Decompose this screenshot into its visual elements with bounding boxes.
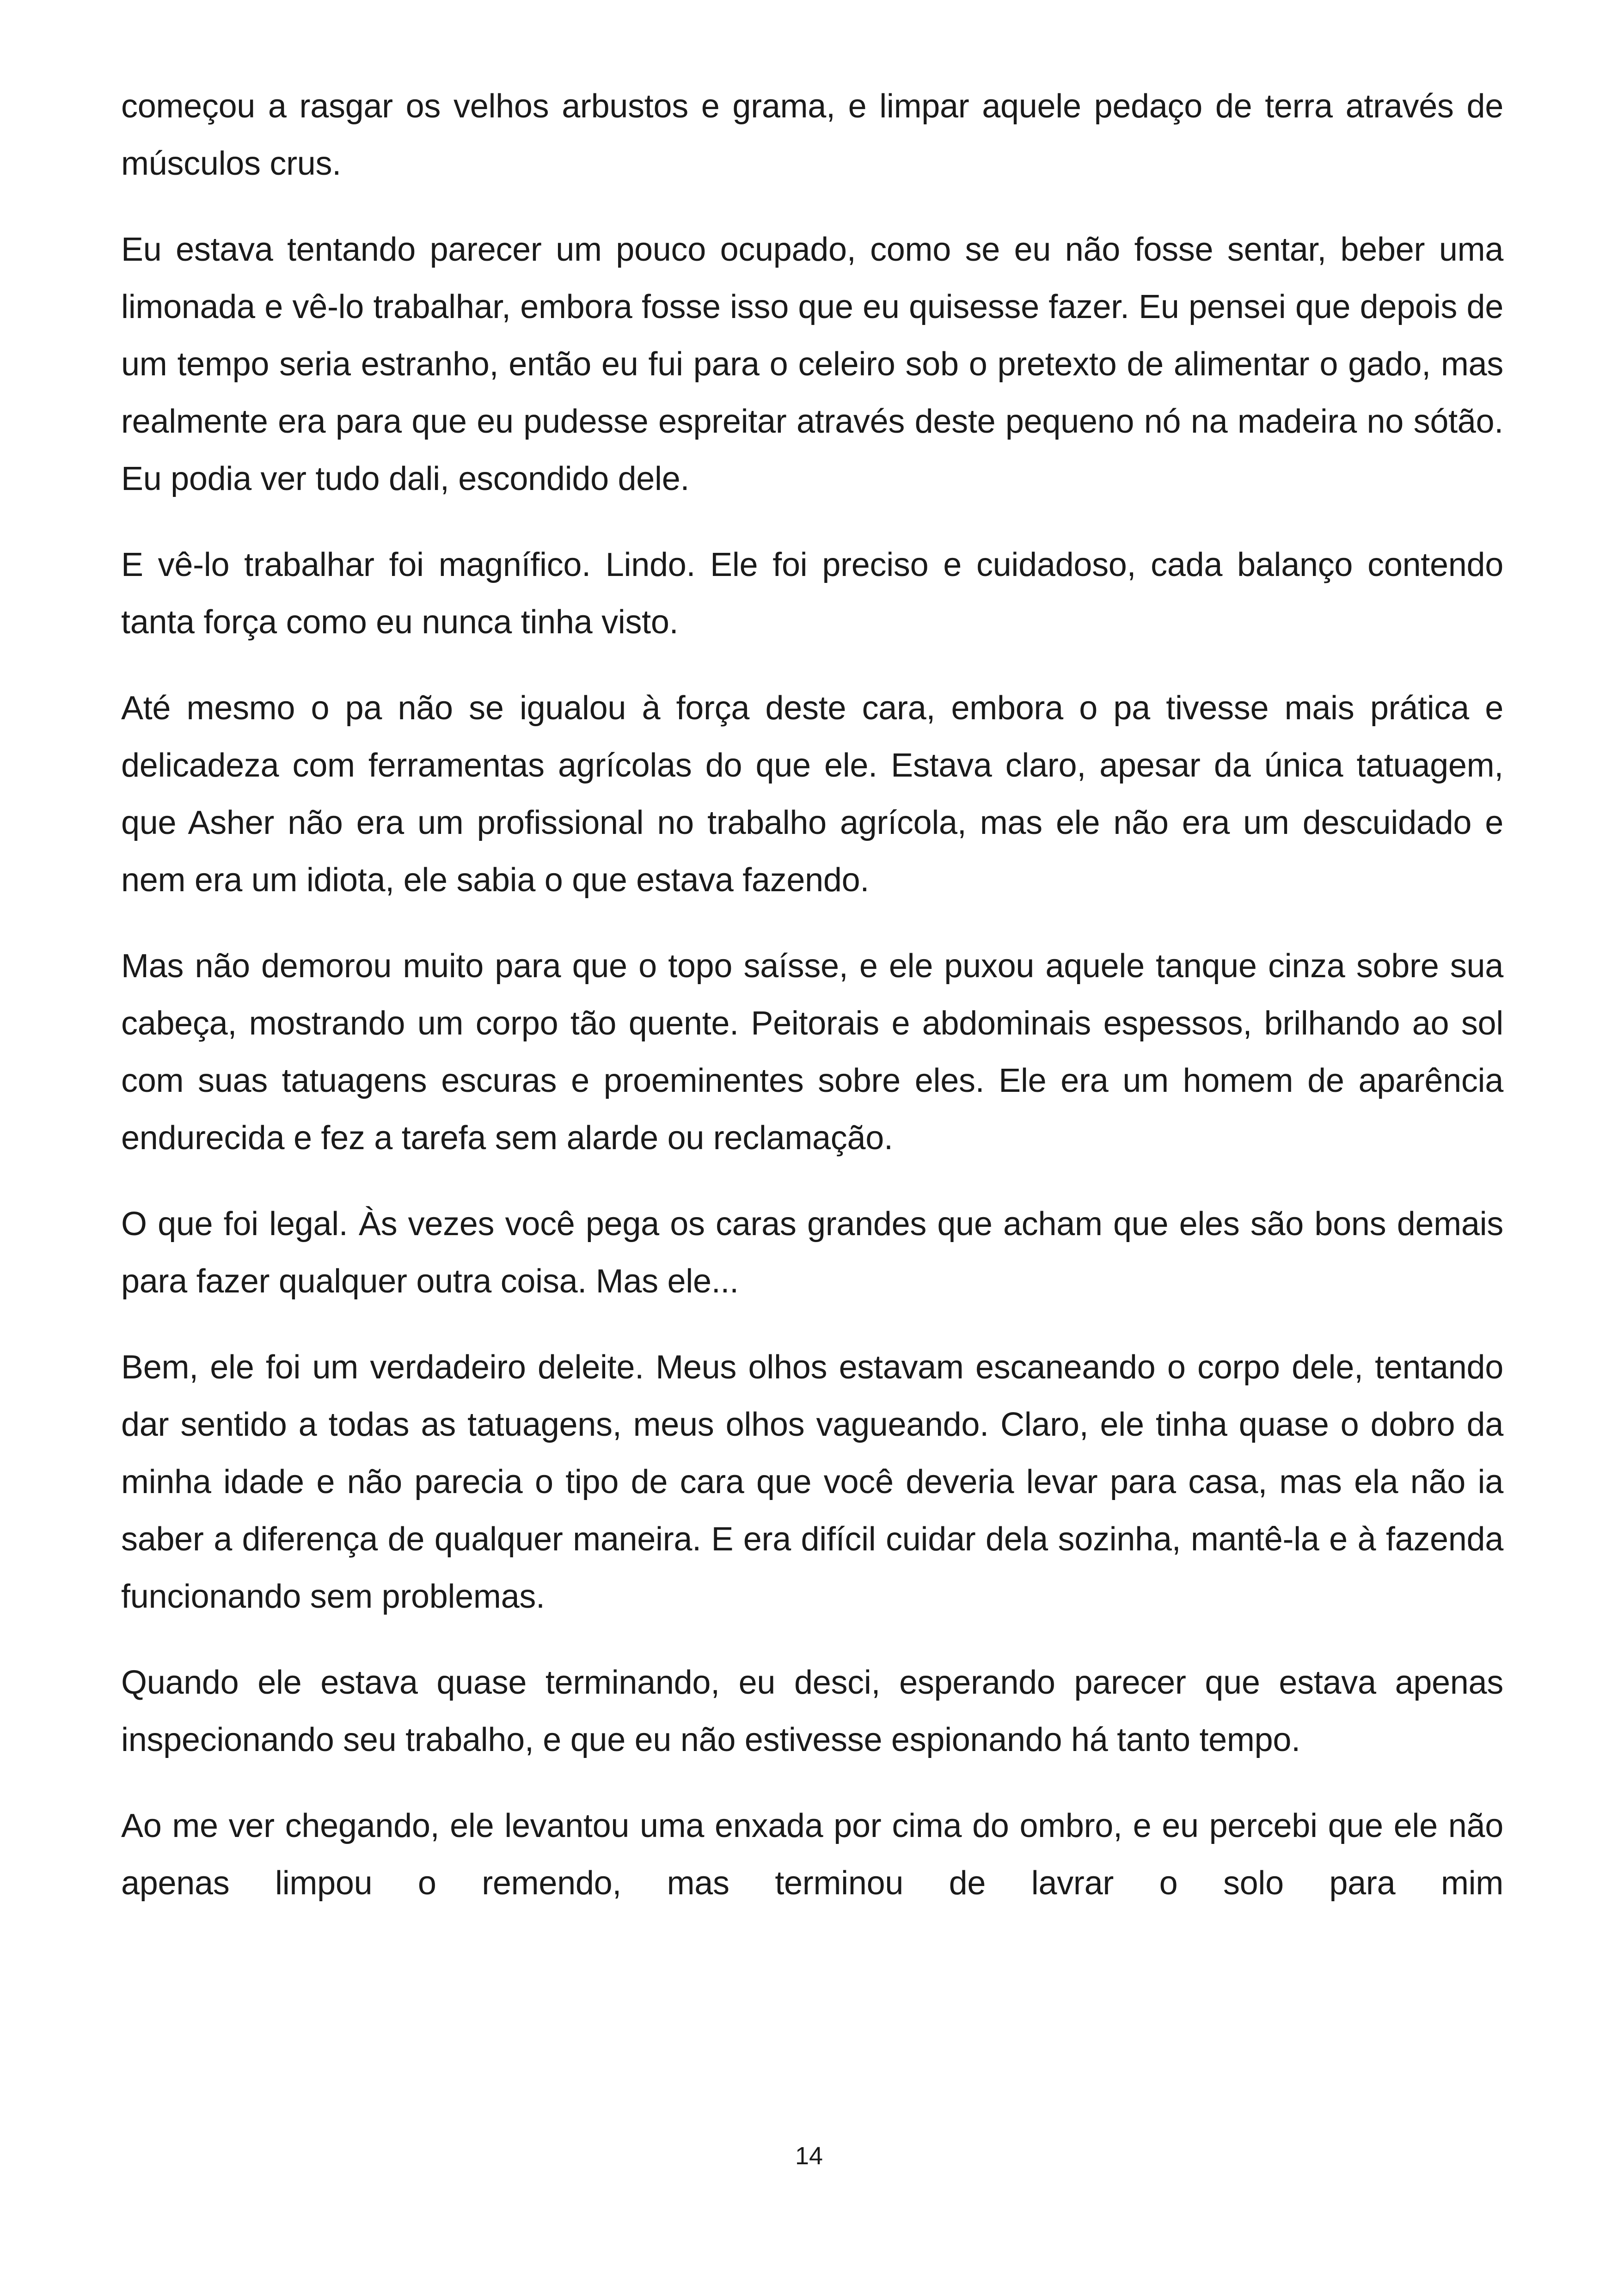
- paragraph: Bem, ele foi um verdadeiro deleite. Meus olhos estavam escaneando o corpo dele, tentando dar sentido a todas as tatuagens, meus olhos vagueando. Claro, ele tinha quase o dobro da minha idade e não parecia o tipo de cara que você deveria levar para casa, mas ela não ia saber a diferença de qualquer maneira. E era difícil cuidar dela sozinha, mantê-la e à fazenda funcionando sem problemas.: [121, 1349, 1503, 1615]
- paragraph: Mas não demorou muito para que o topo saísse, e ele puxou aquele tanque cinza sobre sua cabeça, mostrando um corpo tão quente. Peitorais e abdominais espessos, brilhando ao sol com suas tatuagens escuras e proeminentes sobre eles. Ele era um homem de aparência endurecida e fez a tarefa sem alarde ou reclamação.: [121, 948, 1503, 1157]
- paragraph: Ao me ver chegando, ele levantou uma enxada por cima do ombro, e eu percebi que ele não apenas limpou o remendo, mas terminou de lavrar o solo para mim: [121, 1807, 1503, 1902]
- paragraph: Eu estava tentando parecer um pouco ocupado, como se eu não fosse sentar, beber uma limonada e vê-lo trabalhar, embora fosse isso que eu quisesse fazer. Eu pensei que depois de um tempo seria estranho, então eu fui para o celeiro sob o pretexto de alimentar o gado, mas realmente era para que eu pudesse espreitar através deste pequeno nó na madeira no sótão. Eu podia ver tudo dali, escondido dele.: [121, 231, 1503, 497]
- page-number: 14: [795, 2142, 823, 2170]
- paragraph: Quando ele estava quase terminando, eu desci, esperando parecer que estava apenas inspecionando seu trabalho, e que eu não estivesse espionando há tanto tempo.: [121, 1664, 1503, 1758]
- paragraph: Até mesmo o pa não se igualou à força deste cara, embora o pa tivesse mais prática e delicadeza com ferramentas agrícolas do que ele. Estava claro, apesar da única tatuagem, que Asher não era um profissional no trabalho agrícola, mas ele não era um descuidado e nem era um idiota, ele sabia o que estava fazendo.: [121, 690, 1503, 899]
- paragraph: começou a rasgar os velhos arbustos e grama, e limpar aquele pedaço de terra através de músculos crus.: [121, 88, 1503, 182]
- paragraph: E vê-lo trabalhar foi magnífico. Lindo. Ele foi preciso e cuidadoso, cada balanço contendo tanta força como eu nunca tinha visto.: [121, 546, 1503, 641]
- page-body: [121, 78, 1503, 1941]
- paragraph: O que foi legal. Às vezes você pega os caras grandes que acham que eles são bons demais para fazer qualquer outra coisa. Mas ele...: [121, 1206, 1503, 1300]
